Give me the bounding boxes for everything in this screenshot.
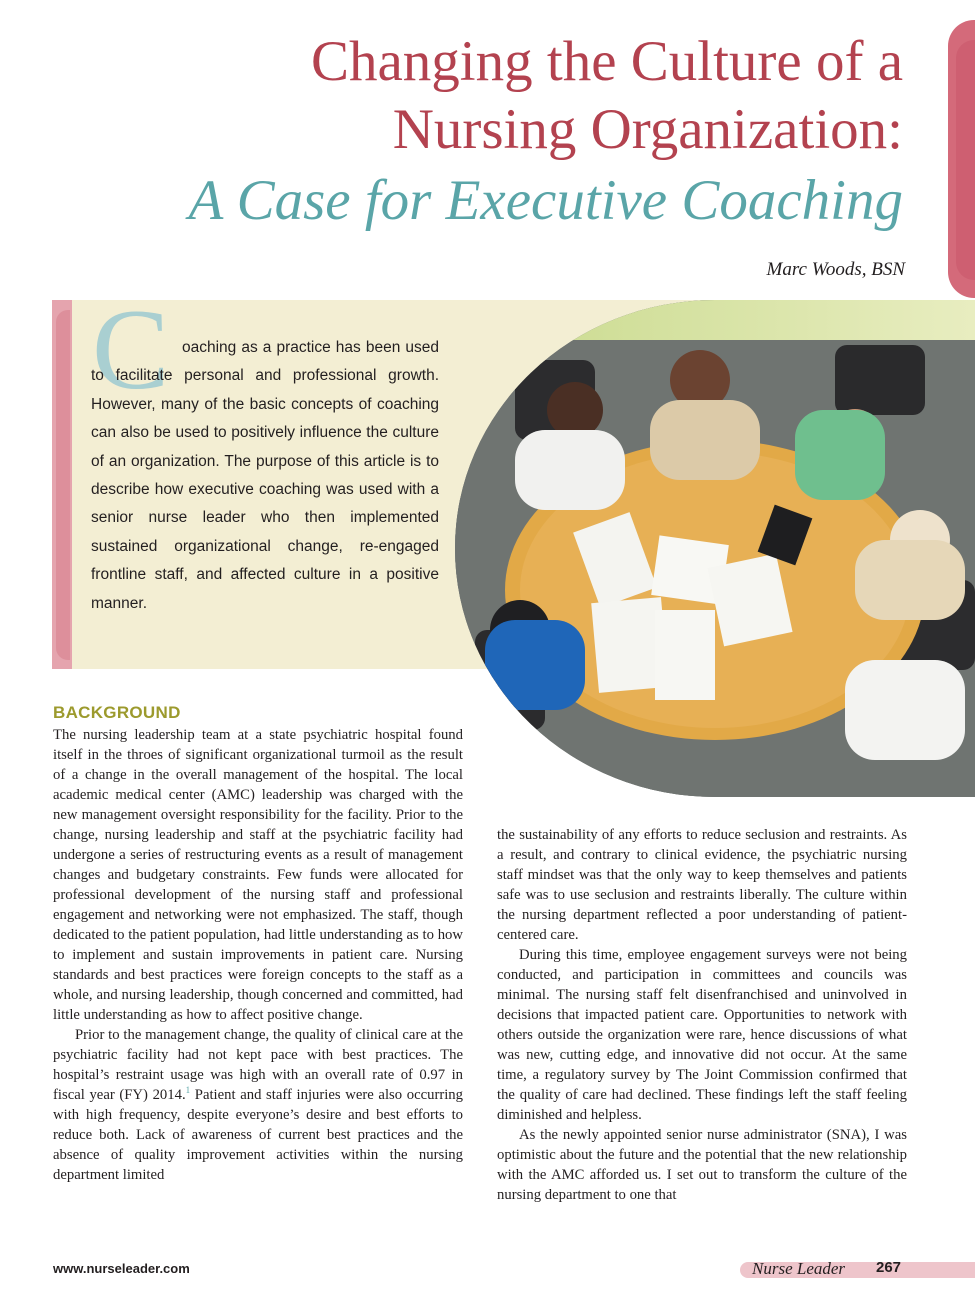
paragraph-text: Prior to the management change, the quality of clinical care at the psychiatric facility had not kept pace with best practices. The hospital’s restraint usage was high with an overall rate of 0.97 in fiscal year (FY) 2014.: [53, 1027, 463, 1103]
page-number: 267: [876, 1259, 902, 1276]
section-heading-background: BACKGROUND: [53, 703, 181, 722]
decorative-side-tab-inner: [956, 40, 975, 280]
title-line-1: Changing the Culture of a: [310, 30, 903, 93]
paragraph-text: Patient and staff injuries were also occurring with high frequency, despite everyone’s desire and best efforts to reduce both. Lack of awareness of current best practices and the absence of quality improvement activities within the nursing department limited: [53, 1087, 463, 1183]
article-subtitle: A Case for Executive Coaching: [188, 169, 903, 232]
body-paragraph: As the newly appointed senior nurse administrator (SNA), I was optimistic about the future and the potential that the new relationship with the AMC afforded us. I set out to transform the culture of the nursing department to one that: [497, 1127, 907, 1203]
footer-magazine-name: Nurse Leader: [752, 1259, 846, 1278]
title-line-2: Nursing Organization:: [392, 98, 903, 161]
body-paragraph: During this time, employee engagement surveys were not being conducted, and participation in committees and councils was minimal. The nursing staff felt disenfranchised and uninvolved in decisions that impacted patient care. Opportunities to network with others outside the organization were rare, hence discussions of what was new, cutting edge, and innovative did not occur. At the same time, a regulatory survey by The Joint Commission confirmed that the quality of care had declined. These findings left the staff feeling diminished and helpless.: [497, 947, 907, 1123]
abstract-dropcap: C: [92, 286, 170, 414]
reference-marker: 1: [185, 1085, 191, 1096]
article-title: [83, 28, 903, 238]
meeting-photo-illustration: [455, 300, 975, 797]
abstract-text: oaching as a practice has been used to facilitate personal and professional growth. However, many of the basic concepts of coaching can also be used to positively influence the culture of an organization. The purpose of this article is to describe how executive coaching was used with a senior nurse leader who then implemented sustained organizational change, re-engaged frontline staff, and affected culture in a positive manner.: [91, 339, 439, 612]
abstract-accent-bar-inner: [56, 310, 70, 660]
body-column-2: [497, 825, 907, 1205]
meeting-photo: [455, 300, 975, 797]
body-paragraph: [53, 1025, 463, 1185]
body-column-1: [53, 725, 463, 1185]
body-paragraph: The nursing leadership team at a state psychiatric hospital found itself in the throes of significant organizational turmoil as the result of a change in the overall management of the hospital. The local academic medical center (AMC) leadership was charged with the new management oversight responsibility for the facility. Prior to the change, nursing leadership and staff at the psychiatric facility had undergone a series of restructuring events as a result of management changes and budgetary constraints. Few funds were allocated for professional development of the nursing staff and professional engagement and networking were not emphasized. The staff, though dedicated to the patient population, had little understanding as to how to implement and sustain improvements in patient care. Nursing standards and best practices were foreign concepts to the staff as a whole, and nursing leadership, though concerned and committed, had little understanding as how to affect positive change.: [53, 727, 463, 1023]
author-byline: Marc Woods, BSN: [766, 259, 905, 280]
body-paragraph: the sustainability of any efforts to reduce seclusion and restraints. As a result, and contrary to clinical evidence, the psychiatric nursing staff mindset was that the only way to keep themselves and patients safe was to use seclusion and restraints liberally. The culture within the nursing department reflected a poor understanding of patient-centered care.: [497, 827, 907, 943]
footer-website-link[interactable]: www.nurseleader.com: [53, 1261, 190, 1276]
